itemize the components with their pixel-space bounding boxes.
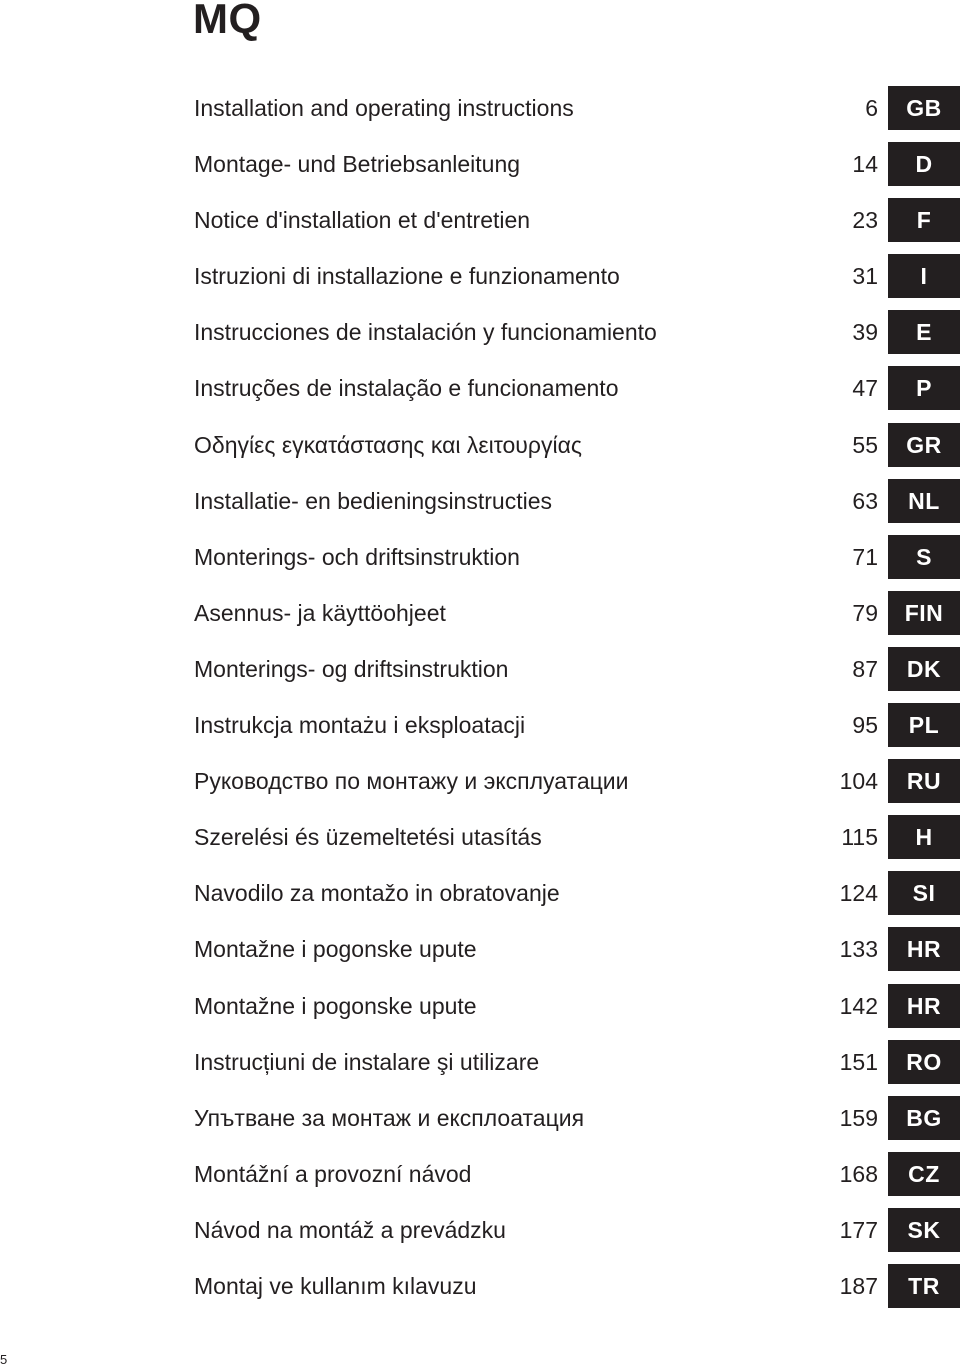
toc-page-number: 79: [852, 599, 878, 626]
language-badge: GR: [888, 423, 960, 467]
toc-label: Οδηγίες εγκατάστασης και λειτουργίας: [194, 431, 582, 458]
toc-row-hr-2[interactable]: [0, 984, 960, 1040]
toc-row-ru[interactable]: [0, 759, 960, 815]
toc-page-number: 159: [839, 1104, 878, 1131]
toc-row-hr[interactable]: [0, 927, 960, 983]
toc-page-number: 95: [852, 712, 878, 739]
toc-row-gr[interactable]: [0, 423, 960, 479]
table-of-contents: [0, 86, 960, 1320]
toc-page-number: 39: [852, 319, 878, 346]
toc-row-sk[interactable]: [0, 1208, 960, 1264]
toc-row-gb[interactable]: [0, 86, 960, 142]
language-badge: HR: [888, 984, 960, 1028]
language-badge: I: [888, 254, 960, 298]
toc-label: Istruzioni di installazione e funzionamento: [194, 263, 620, 290]
toc-page-number: 142: [839, 992, 878, 1019]
toc-label: Installation and operating instructions: [194, 95, 574, 121]
language-badge: FIN: [888, 591, 960, 635]
toc-label: Montage- und Betriebsanleitung: [194, 151, 521, 178]
toc-label: Instruções de instalação e funcionamento: [194, 375, 619, 402]
language-badge: D: [888, 142, 960, 186]
toc-label: Navodilo za montažo in obratovanje: [194, 880, 560, 907]
language-badge: RO: [888, 1040, 960, 1084]
toc-page-number: 104: [839, 768, 878, 795]
toc-page-number: 55: [852, 431, 878, 458]
toc-row-f[interactable]: [0, 198, 960, 254]
toc-label: Instrucțiuni de instalare şi utilizare: [194, 1048, 540, 1075]
document-title: MQ: [193, 0, 262, 42]
toc-label: Montažne i pogonske upute: [194, 992, 477, 1019]
language-badge: DK: [888, 647, 960, 691]
toc-label: Руководство по монтажу и эксплуатации: [194, 768, 629, 795]
toc-page-number: 14: [852, 151, 878, 178]
toc-page-number: 63: [852, 487, 878, 514]
language-badge: H: [888, 815, 960, 859]
language-badge: RU: [888, 759, 960, 803]
toc-page-number: 31: [852, 263, 878, 290]
toc-label: Asennus- ja käyttöohjeet: [194, 599, 446, 626]
language-badge: GB: [888, 86, 960, 130]
toc-label: Instrukcja montażu i eksploatacji: [194, 712, 526, 739]
toc-page-number: 47: [852, 375, 878, 402]
toc-row-tr[interactable]: [0, 1264, 960, 1320]
toc-page-number: 23: [852, 207, 878, 234]
toc-row-si[interactable]: [0, 871, 960, 927]
language-badge: BG: [888, 1096, 960, 1140]
toc-page-number: 6: [865, 95, 878, 121]
toc-label: Instrucciones de instalación y funcionamiento: [194, 319, 657, 346]
page-number: 5: [0, 1352, 8, 1367]
toc-row-ro[interactable]: [0, 1040, 960, 1096]
toc-row-fin[interactable]: [0, 591, 960, 647]
toc-row-h[interactable]: [0, 815, 960, 871]
language-badge: CZ: [888, 1152, 960, 1196]
toc-label: Montážní a provozní návod: [194, 1160, 472, 1187]
toc-page-number: 124: [839, 880, 878, 907]
toc-page-number: 115: [841, 824, 878, 851]
language-badge: E: [888, 310, 960, 354]
toc-label: Návod na montáž a prevádzku: [194, 1216, 506, 1243]
toc-row-p[interactable]: [0, 366, 960, 422]
toc-page-number: 151: [839, 1048, 878, 1075]
language-badge: SI: [888, 871, 960, 915]
toc-label: Упътване за монтаж и експлоатация: [194, 1104, 585, 1131]
toc-label: Notice d'installation et d'entretien: [194, 207, 531, 234]
toc-label: Montažne i pogonske upute: [194, 936, 477, 963]
toc-page-number: 168: [839, 1160, 878, 1187]
toc-page-number: 71: [852, 543, 878, 570]
toc-label: Montaj ve kullanım kılavuzu: [194, 1272, 477, 1299]
toc-label: Szerelési és üzemeltetési utasítás: [194, 824, 542, 851]
language-badge: F: [888, 198, 960, 242]
toc-label: Monterings- och driftsinstruktion: [194, 543, 520, 570]
toc-row-i[interactable]: [0, 254, 960, 310]
language-badge: S: [888, 535, 960, 579]
toc-page-number: 133: [839, 936, 878, 963]
language-badge: PL: [888, 703, 960, 747]
language-badge: P: [888, 366, 960, 410]
toc-page-number: 177: [839, 1216, 878, 1243]
toc-row-cz[interactable]: [0, 1152, 960, 1208]
toc-row-pl[interactable]: [0, 703, 960, 759]
toc-row-e[interactable]: [0, 310, 960, 366]
language-badge: TR: [888, 1264, 960, 1308]
toc-label: Installatie- en bedieningsinstructies: [194, 487, 552, 514]
toc-row-bg[interactable]: [0, 1096, 960, 1152]
toc-row-d[interactable]: [0, 142, 960, 198]
language-badge: HR: [888, 927, 960, 971]
toc-label: Monterings- og driftsinstruktion: [194, 655, 509, 682]
language-badge: NL: [888, 479, 960, 523]
toc-row-nl[interactable]: [0, 479, 960, 535]
language-badge: SK: [888, 1208, 960, 1252]
toc-row-dk[interactable]: [0, 647, 960, 703]
toc-row-s[interactable]: [0, 535, 960, 591]
toc-page-number: 187: [839, 1272, 878, 1299]
toc-page-number: 87: [852, 655, 878, 682]
